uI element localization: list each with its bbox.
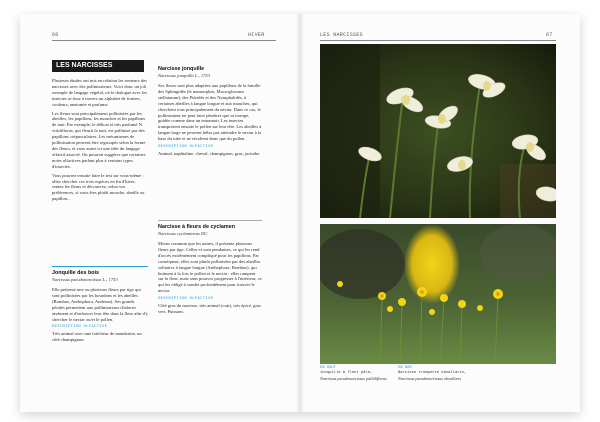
photo-trumpet-daffodils: [320, 224, 556, 364]
species-scientific-name: Narcissus cyclamineus DC.: [158, 231, 209, 236]
header-rule: [52, 40, 276, 41]
olfactory-label: DESCRIPTION OLFACTIVE: [52, 325, 108, 330]
olfactory-description: Côté gras du narcisse, très animal (cuir), très épicé, gras vert. Puissant.: [158, 302, 261, 314]
section-title-bar: [52, 60, 144, 72]
section-divider: [52, 266, 148, 267]
species-name: Narcisse à fleurs de cyclamen: [158, 224, 236, 230]
book-gutter: [296, 14, 304, 412]
intro-paragraph: Vous pourrez ensuite faire le test sur vous-même : allez chercher ces trois espèces en fin d'hiver, sentez les fleurs et découvrez, selon vos préférences, si vous êtes plutôt mouche, abeille ou papillon...: [52, 172, 145, 202]
species-name: Jonquille des bois: [52, 270, 100, 276]
photo-pale-daffodils: [320, 44, 556, 218]
species-description: Ses fleurs sont plus adaptées aux papillons de la famille des Sphingidés (le mamorphes, Macroglossum stellatarum), des Piéridés et des Nymphalidés, à certaines abeilles à langue longue et aux mouches, qui cherchent tous principalement du nectar. Dans ce cas, le pollinisateur ne peut faire pénétrer que sa trompe, guidée comme dans un entonnoir. Les insectes transportent ensuite le pollen sur leur tête. Les abeilles à langue large ne peuvent hélas pas atteindre le nectar à la base du tube et ne récoltent donc que du pollen.: [158, 83, 262, 142]
caption-scientific: Narcissus pseudonarcissus pallidiflorus: [320, 376, 387, 381]
caption-position: EN HAUT: [320, 366, 336, 370]
intro-paragraph: Les fleurs sont principalement pollinisées par les abeilles, les papillons, les mouches et les papillons de nuit. Par exemple, le délicat et très parfumé N. viridiflorus, qui fleurit la nuit, est pollinisé par des papillons crépusculaires. Les mécanismes de pollinisation peuvent être regroupés selon la forme des fleurs, et vous aurez ici une idée du langage olfactif associé. On pourrait suggérer que certaines notes olfactives parlent plus à certains types d'insectes.: [52, 110, 146, 169]
olfactory-label: DESCRIPTION OLFACTIVE: [158, 297, 214, 302]
section-title: LES NARCISSES: [56, 62, 113, 69]
olfactory-label: DESCRIPTION OLFACTIVE: [158, 145, 214, 150]
olfactory-description: Très animal avec une fraîcheur de mandarine, un côté champignon.: [52, 330, 142, 342]
species-name: Narcisse jonquille: [158, 66, 205, 72]
intro-column: [52, 78, 148, 205]
running-head-right: LES NARCISSES: [320, 32, 363, 38]
caption-bottom-photo: [398, 366, 472, 381]
species-scientific-name: Narcissus pseudonarcissus L., 1753: [52, 277, 118, 282]
intro-paragraph: Plusieurs études ont mis en relation les senteurs des narcisses avec des pollinisateurs. Voici donc un joli exemple de langage végétal, où le dialogue avec les insectes se tisse à travers un alphabet de formes, couleurs, anatomie et parfums.: [52, 78, 148, 107]
species-description: Moins commun que les autres, il présente plusieurs fleurs par tige. Celles-ci sont pendantes, ce qui les rend d'accès extrêmement compliqué pour les papillons. Par conséquent, elles sont plutôt pollinisées par des abeilles solitaires à langue longue (Anthophora, Bombus), qui butinent à la fois le pollen et le nectar : elles rampent sur la fleur, mais sans pouvoir progresser à l'intérieur, ce qui les oblige à sonder profondément pour trouver le nectar.: [158, 241, 262, 294]
header-rule: [320, 40, 556, 41]
species-scientific-name: Narcissus jonquilla L., 1753: [158, 73, 211, 78]
species-block-narcisse-jonquille: [158, 66, 262, 159]
species-block-jonquille-des-bois: [52, 270, 148, 346]
species-description: Elle présente une ou plusieurs fleurs par tige qui sont pollinisées par les bourdons et les abeilles (Bombus, Anthophora, Andrena). Ses grands pétales permettent aux pollinisateurs d'atterrir aisément et d'enfoncer leur tête dans la fleur afin d'y chercher le nectar ou/et le pollen.: [52, 287, 148, 322]
olfactory-description: Animal, naphtaline, cheval, champignon, gras, jacinthe.: [158, 150, 261, 156]
running-head-left: HIVER: [248, 32, 265, 38]
caption-top-photo: [320, 366, 390, 381]
right-page: [300, 14, 580, 412]
photo-pale-daffodils-image: [320, 44, 556, 218]
photo-trumpet-daffodils-image: [320, 224, 556, 364]
caption-position: EN BAS: [398, 366, 412, 370]
caption-label: Jonquille à fleur pâle,: [320, 371, 373, 375]
caption-scientific: Narcissus pseudonarcissus obvallaris: [398, 376, 461, 381]
caption-label: Narcisse trompette obvallaris,: [398, 371, 467, 375]
section-divider: [158, 220, 262, 221]
page-number-right: 67: [546, 32, 553, 38]
page-number-left: 66: [52, 32, 59, 38]
left-page: [20, 14, 300, 412]
species-block-narcisse-cyclamen: [158, 224, 262, 317]
book-spread: [20, 14, 580, 412]
